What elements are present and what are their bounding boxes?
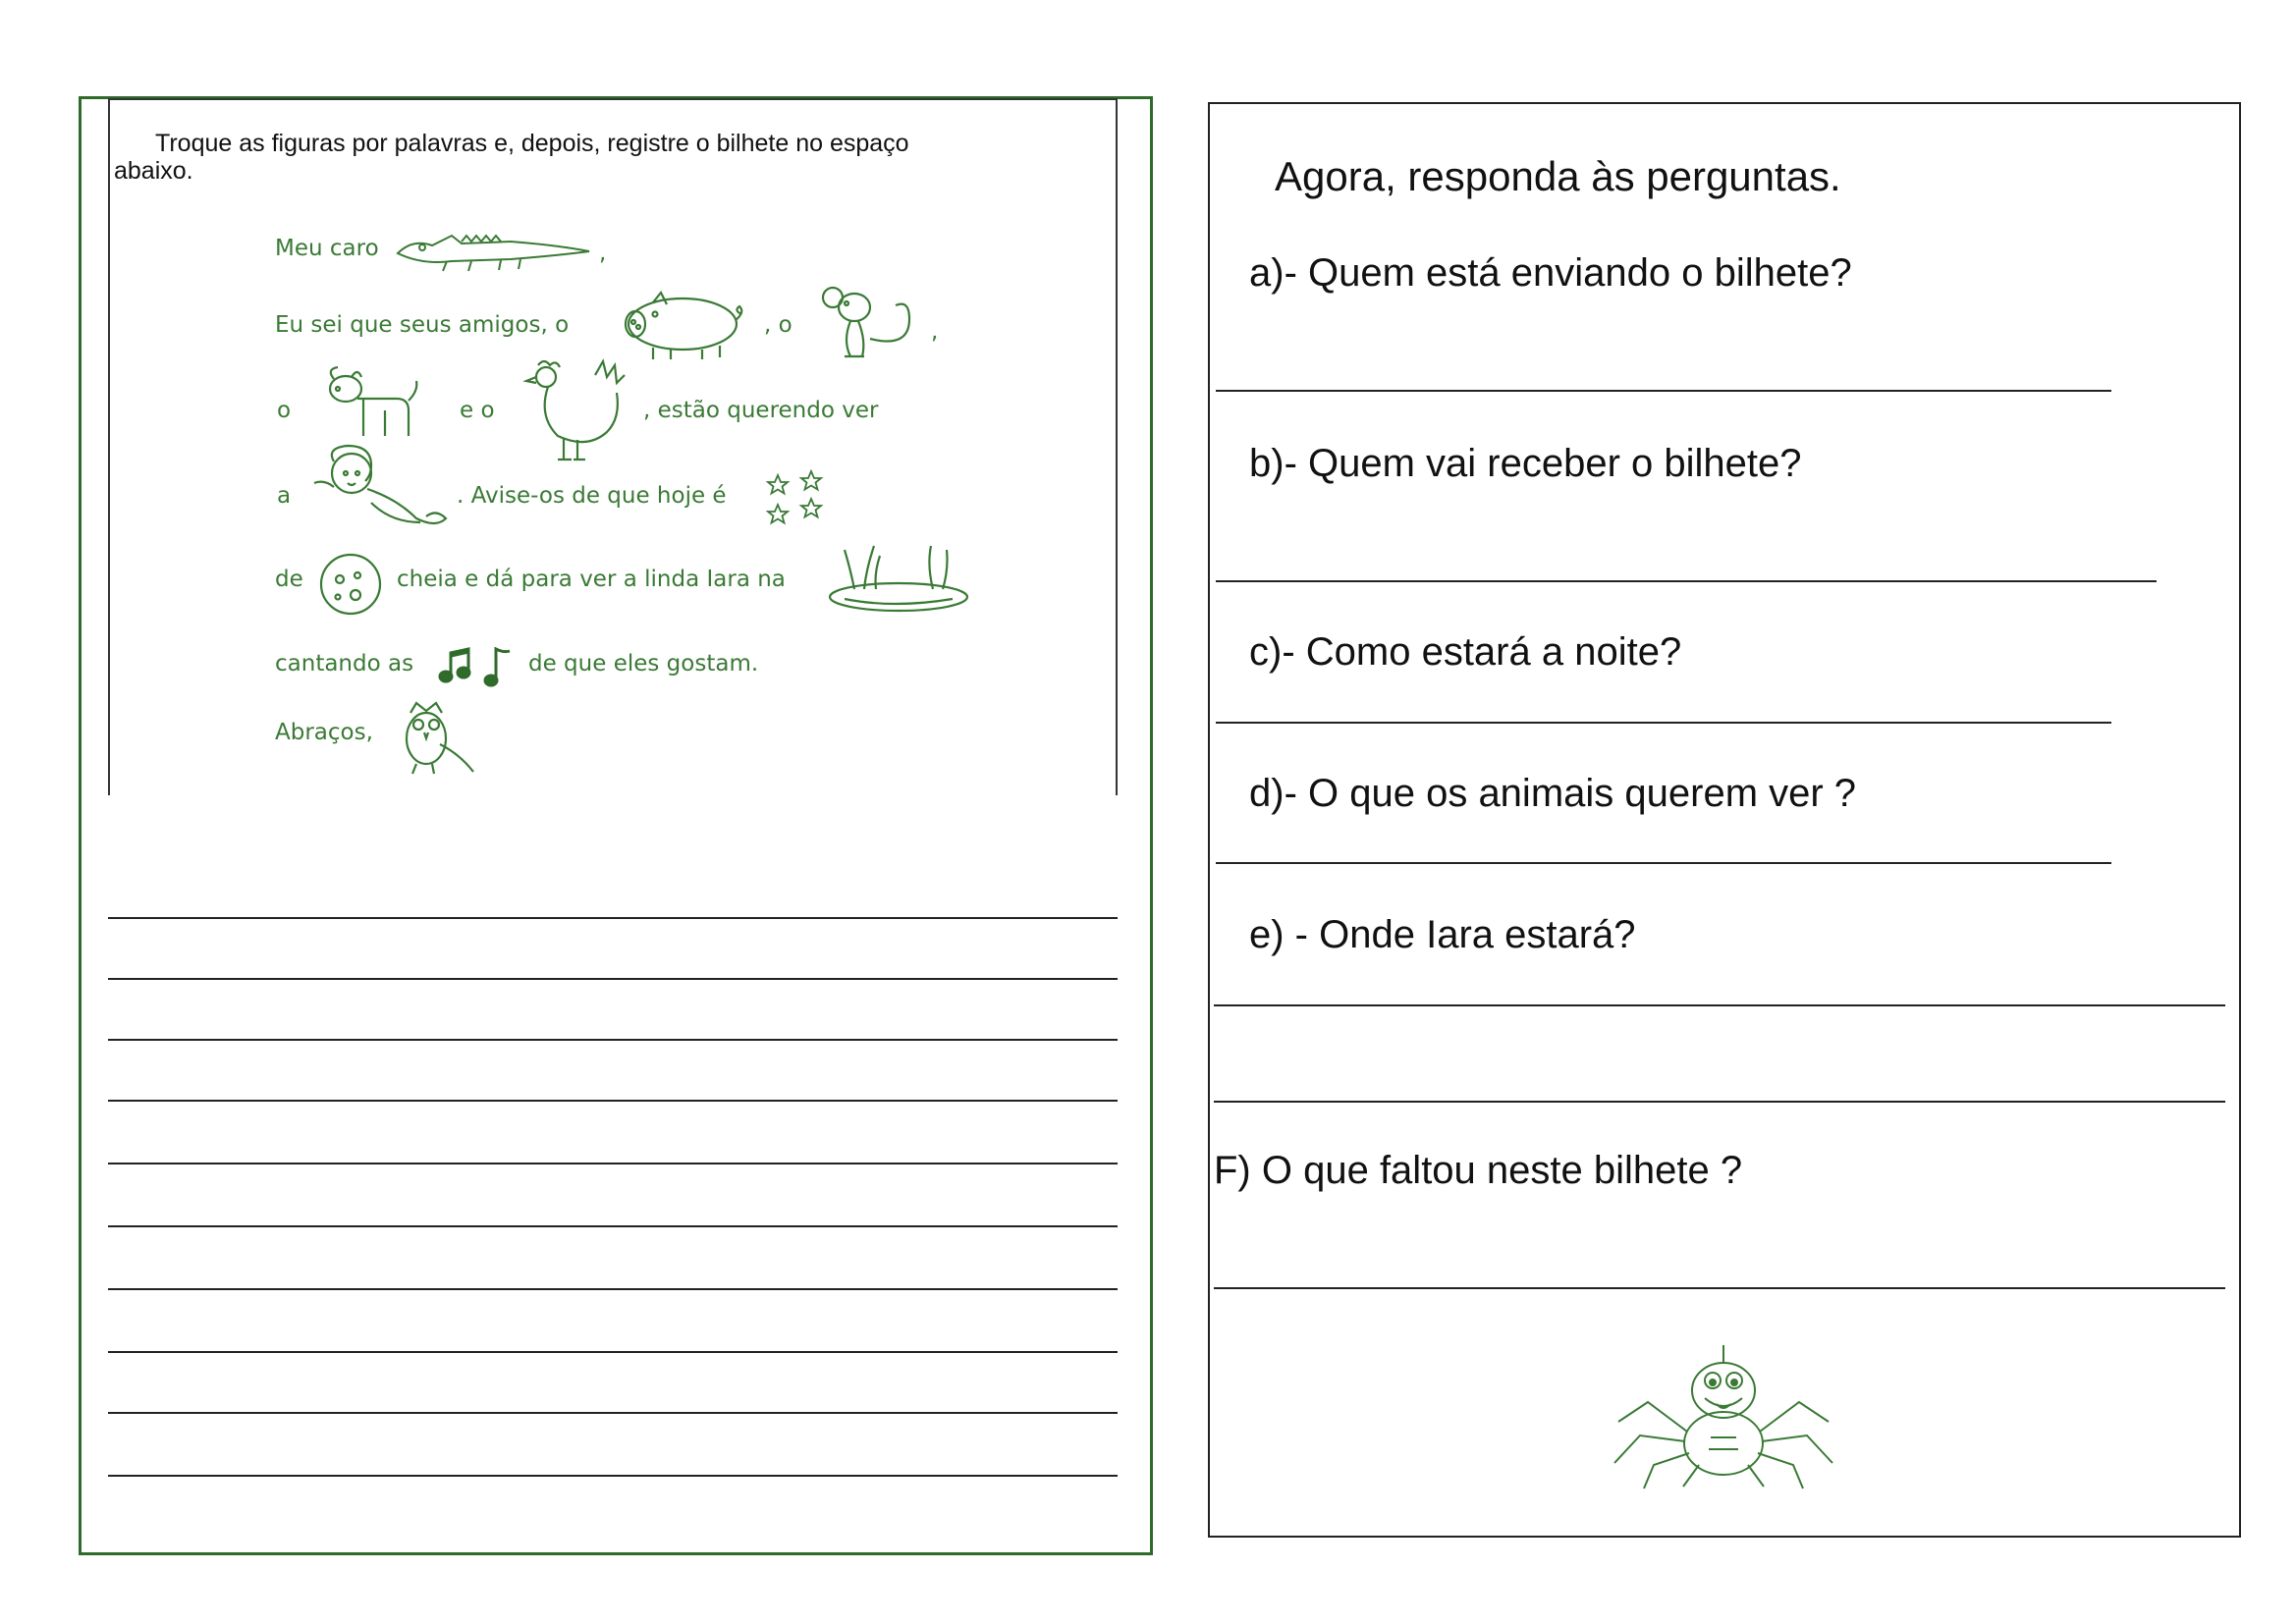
instruction-line-2: abaixo. <box>114 157 193 185</box>
writing-line[interactable] <box>108 1351 1118 1353</box>
letter-line-6-end: de que eles gostam. <box>528 651 759 677</box>
writing-line[interactable] <box>108 978 1118 980</box>
pig-icon <box>614 285 751 363</box>
writing-line[interactable] <box>108 917 1118 919</box>
letter-line-3-start: o <box>277 398 292 423</box>
letter-line-5-start: de <box>275 567 303 592</box>
question-d: d)- O que os animais querem ver ? <box>1249 772 1857 815</box>
letter-line-2-end: , <box>931 319 939 345</box>
writing-line[interactable] <box>108 1412 1118 1414</box>
dog-icon <box>324 365 422 444</box>
pond-icon <box>825 540 972 619</box>
writing-line[interactable] <box>108 1163 1118 1164</box>
questions-panel <box>1208 102 2241 1538</box>
letter-closing: Abraços, <box>275 720 373 745</box>
letter-line-2: Eu sei que seus amigos, o <box>275 312 570 338</box>
question-a: a)- Quem está enviando o bilhete? <box>1249 251 1852 295</box>
writing-line[interactable] <box>108 1225 1118 1227</box>
answer-line-c[interactable] <box>1216 722 2111 724</box>
letter-comma-1: , <box>599 241 607 266</box>
letter-line-4-mid: . Avise-os de que hoje é <box>457 483 727 509</box>
moon-icon <box>316 550 385 619</box>
letter-line-2-mid: , o <box>764 312 793 338</box>
rooster-icon <box>519 355 627 463</box>
writing-line[interactable] <box>108 1100 1118 1102</box>
answer-line-f[interactable] <box>1214 1287 2225 1289</box>
answer-line-d[interactable] <box>1216 862 2111 864</box>
questions-heading: Agora, responda às perguntas. <box>1275 153 1841 199</box>
question-e: e) - Onde Iara estará? <box>1249 913 1636 956</box>
instruction-line-1: Troque as figuras por palavras e, depois, registre o bilhete no espaço <box>155 130 909 157</box>
music-notes-icon <box>438 643 517 688</box>
question-c: c)- Como estará a noite? <box>1249 630 1682 674</box>
letter-line-6-start: cantando as <box>275 651 414 677</box>
answer-line-e-2[interactable] <box>1214 1101 2225 1103</box>
question-f: F) O que faltou neste bilhete ? <box>1214 1149 1743 1192</box>
letter-line-5-mid: cheia e dá para ver a linda Iara na <box>397 567 786 592</box>
mouse-icon <box>815 280 923 368</box>
stars-icon <box>766 469 835 528</box>
answer-line-a[interactable] <box>1216 390 2111 392</box>
owl-icon <box>391 699 479 778</box>
letter-greeting: Meu caro <box>275 236 379 261</box>
alligator-icon <box>393 224 599 273</box>
mermaid-icon <box>312 444 460 542</box>
writing-line[interactable] <box>108 1475 1118 1477</box>
question-b: b)- Quem vai receber o bilhete? <box>1249 442 1802 485</box>
spider-icon <box>1611 1343 1836 1490</box>
writing-line[interactable] <box>108 1039 1118 1041</box>
letter-line-4-start: a <box>277 483 292 509</box>
writing-line[interactable] <box>108 1288 1118 1290</box>
answer-line-e[interactable] <box>1214 1004 2225 1006</box>
letter-line-3-mid: e o <box>460 398 495 423</box>
answer-line-b[interactable] <box>1216 580 2157 582</box>
letter-line-3-end: , estão querendo ver <box>643 398 879 423</box>
